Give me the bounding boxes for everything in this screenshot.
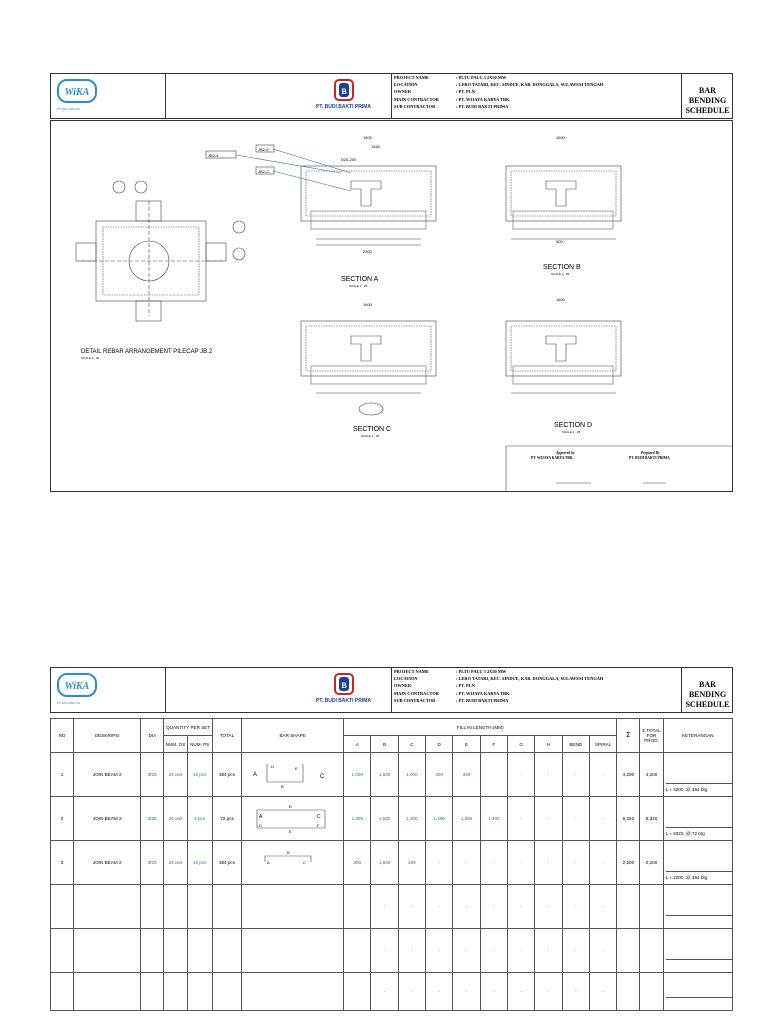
approved-company: PT. WIJAYA KARYA TBK. xyxy=(531,456,574,460)
cell-no: 1 xyxy=(51,753,74,797)
col-b: B xyxy=(371,736,398,753)
cell-desc: JOIN BEAM 2 xyxy=(74,841,141,885)
sub-contractor-label: SUB CONTRACTOR xyxy=(394,103,436,109)
col-g: G xyxy=(507,736,534,753)
main-contractor-label: MAIN CONTRACTOR xyxy=(394,690,439,696)
location-label: LOCATION xyxy=(394,82,418,88)
wika-logo-2 xyxy=(51,668,166,712)
callout-jb2-c: JB2-C xyxy=(258,169,270,174)
col-qty-group: QUANTITY PER SET xyxy=(164,719,212,736)
bar-shape-2 xyxy=(245,800,340,836)
table-row xyxy=(51,973,733,1011)
cell-length: 1,600 xyxy=(371,753,398,797)
owner-value: : PT. PLN xyxy=(456,683,475,689)
section-c-scale: SCALE 1 : 25 xyxy=(361,434,380,438)
sheet-title-2 xyxy=(681,668,733,712)
cell-num-os: 24 unit xyxy=(164,797,187,841)
cell-length: - xyxy=(589,841,616,885)
cell-sigma xyxy=(617,973,640,1011)
section-d-title: SECTION D xyxy=(554,422,593,429)
cell-num-ps xyxy=(187,885,212,929)
cell-length: 1,300 xyxy=(398,797,425,841)
bbp-logo xyxy=(296,76,391,118)
svg-text:C: C xyxy=(303,860,307,865)
cell-total: 72 pcs xyxy=(212,797,241,841)
approved-label: Approved by xyxy=(556,451,575,455)
cell-length: 1,300 xyxy=(480,797,507,841)
cell-dia: Ø25 xyxy=(141,753,164,797)
cell-sigma-total: 8,320 xyxy=(640,797,663,841)
location-value: : LERO TATARI, KEC. SINDUE, KAB. DONGGALA, SULAWESI TENGAH xyxy=(456,676,604,682)
note-text xyxy=(666,997,732,1010)
svg-text:A: A xyxy=(253,772,258,778)
cell-shape xyxy=(242,929,344,973)
cell-total xyxy=(212,929,241,973)
cell-length: - xyxy=(562,929,589,973)
cell-desc: JOIN BEAM 2 xyxy=(74,797,141,841)
cell-num-ps: 16 pcs xyxy=(187,841,212,885)
cell-length: - xyxy=(562,841,589,885)
project-label: PROJECT NAME xyxy=(394,669,429,674)
cell-length: - xyxy=(398,973,425,1011)
cell-length: - xyxy=(398,885,425,929)
cell-total xyxy=(212,973,241,1011)
sheet-title xyxy=(681,74,733,118)
plan-title: DETAIL REBAR ARRANGEMENT PILECAP JB.2 xyxy=(81,349,213,355)
cell-length xyxy=(344,929,371,973)
main-contractor-label: MAIN CONTRACTOR xyxy=(394,96,439,102)
sheet2-header xyxy=(50,667,733,713)
cell-length: 1,560 xyxy=(453,797,480,841)
col-desc: DESKRIPSI xyxy=(74,719,141,753)
owner-value: : PT. PLN xyxy=(456,89,475,95)
section-a-title: SECTION A xyxy=(341,276,379,283)
cell-length: - xyxy=(371,929,398,973)
prepared-label: Prepared By xyxy=(641,451,660,455)
cell-length: - xyxy=(453,973,480,1011)
bbp-logo-icon xyxy=(333,672,355,696)
cell-num-os xyxy=(164,885,187,929)
dim-top-d: 1600 xyxy=(556,297,565,302)
cell-length: - xyxy=(562,885,589,929)
sub-contractor-value: : PT. BUDI BAKTI PRIMA xyxy=(456,697,509,703)
cell-length: - xyxy=(562,753,589,797)
cell-length: - xyxy=(371,885,398,929)
cell-num-os xyxy=(164,973,187,1011)
bbp-logo-2 xyxy=(296,670,391,712)
svg-text:E: E xyxy=(289,829,292,834)
owner-label: OWNER xyxy=(394,683,412,689)
dim-side-b: 900 xyxy=(556,239,563,244)
table-row xyxy=(51,753,733,797)
cell-length: 1,600 xyxy=(371,841,398,885)
table-row xyxy=(51,797,733,841)
cell-length: 300 xyxy=(398,841,425,885)
cell-sigma-total: 4,200 xyxy=(640,753,663,797)
cell-dia xyxy=(141,929,164,973)
cell-length: - xyxy=(535,797,562,841)
cell-length xyxy=(344,885,371,929)
dim-bottom-a: 2300 xyxy=(363,249,372,254)
col-shape: BAR SHAPE xyxy=(242,719,344,753)
cell-length: - xyxy=(562,797,589,841)
cell-length: - xyxy=(480,973,507,1011)
svg-text:WiKA: WiKA xyxy=(64,681,90,692)
cell-dia xyxy=(141,885,164,929)
cell-no xyxy=(51,929,74,973)
cell-sigma-total xyxy=(640,973,663,1011)
cell-length: 1,000 xyxy=(344,753,371,797)
col-e: E xyxy=(453,736,480,753)
section-d-scale: SCALE 1 : 25 xyxy=(562,430,581,434)
location-value: : LERO TATARI, KEC. SINDUE, KAB. DONGGALA, SULAWESI TENGAH xyxy=(456,82,604,88)
col-no: NO xyxy=(51,719,74,753)
table-row xyxy=(51,885,733,929)
col-f: F xyxy=(480,736,507,753)
svg-text:B: B xyxy=(289,804,292,809)
cell-length: - xyxy=(426,841,453,885)
svg-text:B: B xyxy=(340,681,347,690)
cell-sigma-total: 2,200 xyxy=(640,841,663,885)
cell-sigma xyxy=(617,929,640,973)
plan-scale: SCALE 1 : 30 xyxy=(81,356,100,360)
cell-length: - xyxy=(507,885,534,929)
wika-logo-icon xyxy=(57,673,97,699)
cell-total: 384 pcs xyxy=(212,753,241,797)
cell-total: 384 pcs xyxy=(212,841,241,885)
cell-length: - xyxy=(480,885,507,929)
project-label: PROJECT NAME xyxy=(394,75,429,80)
cell-note xyxy=(663,753,732,797)
cell-length: - xyxy=(589,929,616,973)
dim-mid-a: 1540 xyxy=(371,144,380,149)
cell-length: 1,000 xyxy=(398,753,425,797)
cell-length: - xyxy=(426,973,453,1011)
cell-dia: Ø25 xyxy=(141,841,164,885)
svg-text:C: C xyxy=(317,814,321,820)
prepared-company: PT. BUDI BAKTI PRIMA xyxy=(629,456,670,460)
cell-length: - xyxy=(453,841,480,885)
svg-text:B: B xyxy=(281,784,284,789)
project-info xyxy=(391,74,681,118)
drawing-area xyxy=(50,120,733,492)
project-value: : PLTU PALU 3 2X50 MW xyxy=(456,75,507,80)
wika-tagline: PT WIKA BETON xyxy=(57,107,81,111)
cell-length: - xyxy=(371,973,398,1011)
cell-sigma-total xyxy=(640,885,663,929)
wika-tagline-2: PT WIKA BETON xyxy=(57,701,81,705)
svg-text:B: B xyxy=(340,87,347,96)
title-line2: SCHEDULE xyxy=(685,700,730,709)
cell-num-ps xyxy=(187,973,212,1011)
main-contractor-value: : PT. WIJAYA KARYA TBK. xyxy=(456,690,511,696)
cell-length: - xyxy=(507,973,534,1011)
cell-length: - xyxy=(507,753,534,797)
callout-jb2-6: JB2-6 xyxy=(258,147,269,152)
cell-total xyxy=(212,885,241,929)
cell-desc xyxy=(74,973,141,1011)
svg-text:D: D xyxy=(271,764,275,769)
col-sigma: Σ xyxy=(617,719,640,753)
svg-text:A: A xyxy=(259,814,263,820)
company-name-2: PT. BUDI BAKTI PRIMA xyxy=(316,698,371,704)
cell-length: - xyxy=(535,885,562,929)
bbp-logo-icon xyxy=(333,78,355,102)
cell-dia: Ø25 xyxy=(141,797,164,841)
owner-label: OWNER xyxy=(394,89,412,95)
cell-no: 3 xyxy=(51,841,74,885)
col-total: TOTAL xyxy=(212,719,241,753)
cell-sigma xyxy=(617,885,640,929)
cell-length: 300 xyxy=(453,753,480,797)
cell-desc xyxy=(74,885,141,929)
cell-length: 1,300 xyxy=(426,797,453,841)
col-fill-group: FILL IN LENGTH (MM) xyxy=(344,719,617,736)
cell-length: - xyxy=(535,973,562,1011)
svg-text:WiKA: WiKA xyxy=(64,87,90,98)
dim-top-b: 1600 xyxy=(556,135,565,140)
bar-shape-1 xyxy=(245,756,340,792)
cell-length: - xyxy=(507,841,534,885)
cell-shape xyxy=(242,797,344,841)
section-a-scale: SCALE 1 : 25 xyxy=(349,284,368,288)
cell-num-os xyxy=(164,929,187,973)
callout-jb2-4: JB2-4 xyxy=(208,153,219,158)
cell-no: 2 xyxy=(51,797,74,841)
cell-length: - xyxy=(507,797,534,841)
cell-note xyxy=(663,841,732,885)
cell-length: 300 xyxy=(344,841,371,885)
cell-num-ps: 3 pcs xyxy=(187,797,212,841)
cell-sigma-total xyxy=(640,929,663,973)
cell-length xyxy=(344,973,371,1011)
col-spiral: SPIRAL xyxy=(589,736,616,753)
svg-text:A: A xyxy=(267,860,270,865)
col-h: H xyxy=(535,736,562,753)
note-text: L = 4200, @ 384 btg xyxy=(666,783,732,796)
wika-logo-icon xyxy=(57,79,97,105)
company-name: PT. BUDI BAKTI PRIMA xyxy=(316,104,371,110)
dim-bar-a: D25-200 xyxy=(341,157,357,162)
note-text: L = 2200, @ 384 btg xyxy=(666,871,732,884)
title-line1: BAR BENDING xyxy=(688,86,727,105)
cell-length: 300 xyxy=(426,753,453,797)
note-text xyxy=(666,959,732,972)
section-c-title: SECTION C xyxy=(353,426,392,433)
cell-length: - xyxy=(535,841,562,885)
cell-length: - xyxy=(535,929,562,973)
cell-note xyxy=(663,885,732,929)
note-text: L = 8320, @ 72 btg xyxy=(666,827,732,840)
svg-text:B: B xyxy=(287,850,290,855)
wika-logo xyxy=(51,74,166,118)
title-line2: SCHEDULE xyxy=(685,106,730,115)
cell-length: - xyxy=(507,929,534,973)
sub-contractor-value: : PT. BUDI BAKTI PRIMA xyxy=(456,103,509,109)
dim-top-a: 1600 xyxy=(363,135,372,140)
cell-length: - xyxy=(453,929,480,973)
cell-shape xyxy=(242,885,344,929)
cell-length: - xyxy=(589,885,616,929)
title-line1: BAR BENDING xyxy=(688,680,727,699)
cell-shape xyxy=(242,973,344,1011)
cell-num-ps: 16 pcs xyxy=(187,753,212,797)
cell-length: 1,300 xyxy=(344,797,371,841)
cell-length: 1,560 xyxy=(371,797,398,841)
col-d: D xyxy=(426,736,453,753)
cell-length xyxy=(480,753,507,797)
col-c: C xyxy=(398,736,425,753)
svg-text:E: E xyxy=(295,766,298,771)
cell-sigma: 2,200 xyxy=(617,841,640,885)
col-a: A xyxy=(344,736,371,753)
cell-length: - xyxy=(426,885,453,929)
cell-length: - xyxy=(535,753,562,797)
table-row xyxy=(51,841,733,885)
cell-note xyxy=(663,797,732,841)
cell-length: - xyxy=(426,929,453,973)
cell-num-ps xyxy=(187,929,212,973)
cell-desc xyxy=(74,929,141,973)
section-b-title: SECTION B xyxy=(543,264,581,271)
cell-desc: JOIN BEAM 2 xyxy=(74,753,141,797)
section-b-scale: SCALE 1 : 25 xyxy=(551,272,570,276)
col-note: KETERANGAN xyxy=(663,719,732,753)
main-contractor-value: : PT. WIJAYA KARYA TBK. xyxy=(456,96,511,102)
svg-text:F: F xyxy=(317,823,320,828)
cell-length: - xyxy=(480,841,507,885)
cell-length: - xyxy=(453,885,480,929)
cell-no xyxy=(51,973,74,1011)
rebar-drawing xyxy=(51,121,732,491)
cell-length: - xyxy=(589,753,616,797)
table-row xyxy=(51,929,733,973)
cell-dia xyxy=(141,973,164,1011)
cell-sigma: 8,320 xyxy=(617,797,640,841)
col-sigma-total: Σ TOTAL FOR PROD. xyxy=(640,719,663,753)
project-value: : PLTU PALU 3 2X50 MW xyxy=(456,669,507,674)
svg-text:D: D xyxy=(259,823,263,828)
cell-length: - xyxy=(480,929,507,973)
dim-top-c: 1600 xyxy=(363,302,372,307)
col-num-os: NUM. OS xyxy=(164,736,187,753)
cell-no xyxy=(51,885,74,929)
cell-note xyxy=(663,973,732,1011)
note-text xyxy=(666,915,732,928)
cell-num-os: 24 unit xyxy=(164,753,187,797)
bar-bending-table xyxy=(50,718,733,1011)
svg-text:C: C xyxy=(320,774,325,780)
sheet1-header xyxy=(50,73,733,119)
cell-length: - xyxy=(562,973,589,1011)
cell-num-os: 24 unit xyxy=(164,841,187,885)
col-dia: DIA xyxy=(141,719,164,753)
cell-shape xyxy=(242,841,344,885)
project-info-2 xyxy=(391,668,681,712)
sub-contractor-label: SUB CONTRACTOR xyxy=(394,697,436,703)
bar-shape-3 xyxy=(245,844,340,880)
col-num-ps: NUM. PS xyxy=(187,736,212,753)
cell-note xyxy=(663,929,732,973)
cell-length: - xyxy=(398,929,425,973)
col-bend: BEND xyxy=(562,736,589,753)
cell-shape xyxy=(242,753,344,797)
cell-length: - xyxy=(589,797,616,841)
cell-length: - xyxy=(589,973,616,1011)
cell-sigma: 4,200 xyxy=(617,753,640,797)
location-label: LOCATION xyxy=(394,676,418,682)
